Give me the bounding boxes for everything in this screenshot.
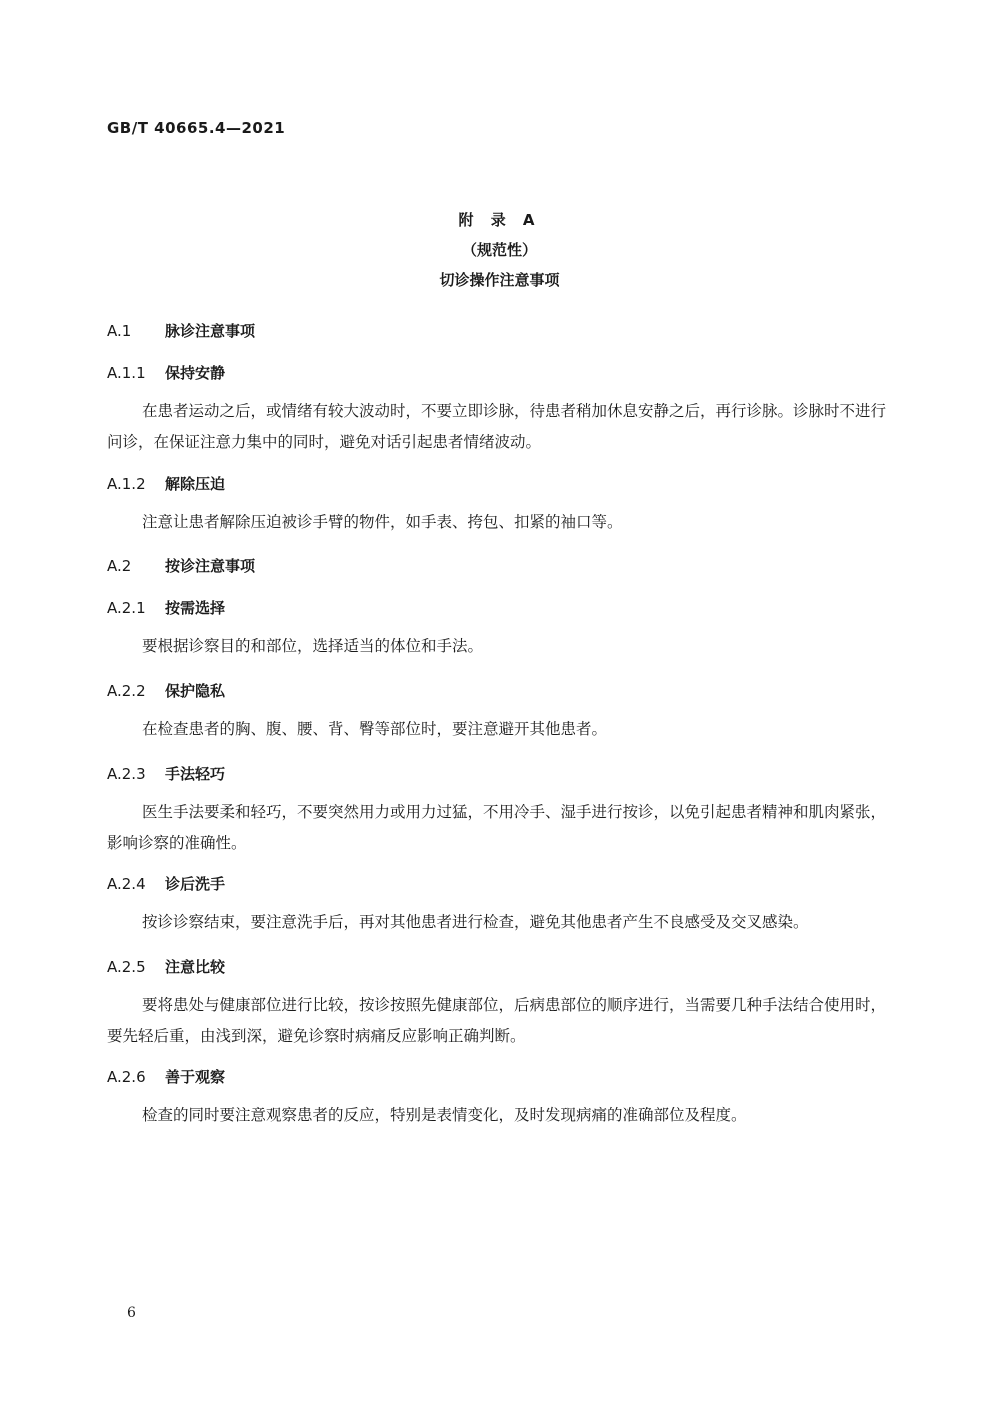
section-title: 脉诊注意事项	[165, 322, 256, 340]
section-number: A.2.3	[107, 765, 146, 783]
section-number: A.2.6	[107, 1068, 146, 1086]
section-title: 善于观察	[165, 1068, 226, 1086]
paragraph-a2-1: 要根据诊察目的和部位，选择适当的体位和手法。	[142, 637, 484, 655]
section-heading-a2-3	[107, 763, 225, 784]
section-heading-a2	[107, 555, 255, 576]
section-heading-a2-4	[107, 873, 225, 894]
paragraph-a2-3: 医生手法要柔和轻巧，不要突然用力或用力过猛，不用冷手、湿手进行按诊，以免引起患者精神和肌肉紧张，影响诊察的准确性。	[107, 803, 887, 852]
section-number: A.1	[107, 322, 132, 340]
paragraph-a2-6: 检查的同时要注意观察患者的反应，特别是表情变化，及时发现病痛的准确部位及程度。	[142, 1106, 747, 1124]
section-number: A.2.5	[107, 958, 146, 976]
section-heading-a2-5	[107, 956, 225, 977]
paragraph-a1-2: 注意让患者解除压迫被诊手臂的物件，如手表、挎包、扣紧的袖口等。	[142, 513, 623, 531]
section-heading-a2-6	[107, 1066, 225, 1087]
paragraph-a2-4: 按诊诊察结束，要注意洗手后，再对其他患者进行检查，避免其他患者产生不良感受及交叉感染。	[142, 913, 809, 931]
section-heading-a2-1	[107, 597, 225, 618]
section-title: 保护隐私	[165, 682, 226, 700]
page-number: 6	[127, 1305, 136, 1321]
section-number: A.2.1	[107, 599, 146, 617]
section-title: 注意比较	[165, 958, 226, 976]
section-title: 解除压迫	[165, 475, 226, 493]
section-title: 手法轻巧	[165, 765, 226, 783]
section-number: A.2.4	[107, 875, 146, 893]
section-title: 保持安静	[165, 364, 226, 382]
paragraph-a2-2: 在检查患者的胸、腹、腰、背、臀等部位时，要注意避开其他患者。	[142, 720, 608, 738]
annex-heading	[0, 205, 999, 295]
annex-name: 切诊操作注意事项	[439, 271, 560, 289]
section-title: 诊后洗手	[165, 875, 226, 893]
section-title: 按诊注意事项	[165, 557, 256, 575]
section-number: A.2.2	[107, 682, 146, 700]
annex-title: 附 录 A	[458, 211, 541, 229]
document-code: GB/T 40665.4—2021	[107, 119, 286, 137]
section-heading-a1-1	[107, 362, 225, 383]
section-heading-a1-2	[107, 473, 225, 494]
section-title: 按需选择	[165, 599, 226, 617]
section-number: A.1.2	[107, 475, 146, 493]
section-heading-a1	[107, 320, 255, 341]
paragraph-a1-1: 在患者运动之后，或情绪有较大波动时，不要立即诊脉，待患者稍加休息安静之后，再行诊脉。诊脉时不进行问诊，在保证注意力集中的同时，避免对话引起患者情绪波动。	[107, 402, 887, 451]
paragraph-a2-5: 要将患处与健康部位进行比较，按诊按照先健康部位，后病患部位的顺序进行，当需要几种手法结合使用时，要先轻后重，由浅到深，避免诊察时病痛反应影响正确判断。	[107, 996, 887, 1045]
section-number: A.2	[107, 557, 132, 575]
section-number: A.1.1	[107, 364, 146, 382]
annex-type: （规范性）	[461, 241, 537, 259]
section-heading-a2-2	[107, 680, 225, 701]
